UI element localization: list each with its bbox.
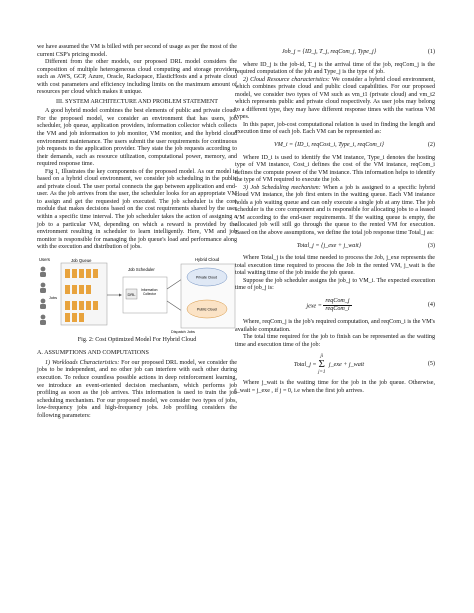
subsection-title: A. ASSUMPTIONS AND COMPUTATIONS: [37, 350, 149, 357]
user-icon: [41, 314, 46, 319]
sigma-symbol: Σ: [318, 358, 325, 371]
paragraph: Where ID_i is used to identify the VM instance, Type_i denotes the hosting type of VM instance, Cost_i defines the cost of the VM instance, reqCom_i defines the compute power of the VM instance. This information helps to identify the type of VM required to execute the job.: [235, 154, 435, 184]
user-icon: [41, 282, 46, 287]
private-cloud-label: Private Cloud: [196, 275, 218, 280]
arrow-head: [119, 293, 122, 296]
equation-rhs: j_exe + j_wait: [328, 362, 365, 369]
information-collector-label: Information Collector: [141, 287, 158, 296]
paragraph: In this paper, job-cost computational relation is used in finding the length and execution time of each job. Each VM can be represented as:: [235, 121, 435, 136]
paragraph: we have assumed the VM is billed with per second of usage as per the most of the current CSP's pricing model.: [37, 44, 237, 58]
sum-upper: ji: [320, 354, 324, 360]
equation-4: [235, 298, 435, 314]
paragraph: Suppose the job scheduler assigns the job_j to VM_i. The expected execution time of job_j is:: [235, 277, 435, 292]
numerator: reqCom_j: [323, 298, 351, 307]
equation-1: [235, 49, 435, 57]
equation-number: (2): [427, 142, 435, 149]
arrow: [167, 279, 182, 289]
user-icons: [40, 266, 46, 324]
left-column: [37, 44, 237, 420]
dispatch-jobs-label: Dispatch Jobs: [171, 329, 195, 334]
equation-lhs: Total_j =: [293, 362, 317, 369]
fraction: [323, 298, 351, 314]
job-queue-label: Job Queue: [71, 257, 92, 263]
user-icon: [40, 272, 46, 277]
arrow: [167, 301, 182, 311]
equation-body: Total_j = {j_exe + j_wait}: [296, 242, 362, 249]
equation-body: Job_j = {ID_j, T_j, reqCom_j, Type_j}: [281, 49, 377, 55]
equation-number: (5): [427, 360, 435, 367]
paragraph-body: We consider a hybrid cloud environment, which combines private cloud and public cloud capabilities. For our proposed model, we consider two types of VM such as vm_t1 (private cloud) and vm_t2 which represents public and private cloud respectively. As user jobs may belong to a different type, they may have different response times with the various VM types.: [235, 76, 435, 121]
right-column: [235, 44, 435, 395]
paragraph-heading: 2) Cloud Resource characteristics:: [243, 76, 330, 83]
drl-label: DRL: [127, 291, 136, 297]
figure-caption: Fig. 2: Cost Optimized Model For Hybrid Cloud: [77, 336, 197, 343]
paragraph: Fig 1, Illustrates the key components of the proposed model. As our model is based on a hybrid cloud environment, we consider job scheduling in the public and private cloud. The user portal connects the gap between application and end-user. As the job arrives from the user, the scheduler looks for an appropriate VM to assign and get the requested job executed. The job scheduler is the core module that makes decisions based on the cost requirements shared by the user within a specific time interval. The job scheduler takes the action of assigning a job to a particular VM, depending on which a reward is provided by the environment resulting in scheduler to learn intelligently. Here, VM and job monitor is responsible for managing the job queue's load and performance along with the execution and distribution of jobs.: [37, 168, 237, 251]
job-scheduler-label: Job Scheduler: [128, 266, 155, 272]
hybrid-cloud-label: Hybrid Cloud: [195, 256, 220, 262]
sum-lower: j=1: [318, 370, 326, 376]
equation-number: (3): [427, 242, 435, 249]
paragraph: Where, reqCom_j is the job's required computation, and reqCom_i is the VM's available computation.: [235, 318, 435, 333]
architecture-figure: [37, 255, 237, 335]
equation-body: [235, 354, 423, 375]
paragraph-heading: 1) Workloads Characteristics:: [45, 359, 120, 366]
paragraph: Where j_wait is the waiting time for the job in the job queue. Otherwise, j_wait = j_exe , if j = 0, i.e when the first job arrives.: [235, 380, 435, 394]
paragraph: Different from the other models, our proposed DRL model considers the composition of multiple heterogeneous cloud computing and storage providers such as AWS, GCP, Azure, Oracle, Rackspace, ElasticHosts and a private cloud with cost parameters and efficiency including limits on the maximum amount of resources per cloud which makes it unique.: [37, 59, 237, 96]
user-icon: [41, 298, 46, 303]
user-icon: [41, 266, 46, 271]
denominator: reqCom_i: [325, 306, 350, 313]
architecture-diagram: [37, 255, 237, 335]
summation: [318, 354, 325, 375]
user-icon: [40, 304, 46, 309]
equation-body: VM_i = {ID_i, reqCost_i, Type_i, reqCom_i}: [274, 142, 384, 149]
equation-number: (1): [427, 49, 435, 55]
section-title: III. SYSTEM ARCHITECTURE AND PROBLEM STATEMENT: [55, 98, 218, 105]
equation-2: [235, 142, 435, 150]
equation-number: (4): [427, 302, 435, 309]
paragraph: Where Total_j is the total time needed to process the Job, j_exe represents the total execution time required to process the Job in the rented VM, j_wait is the total waiting time of the job inside the job queue.: [235, 255, 435, 277]
paragraph: [235, 77, 435, 122]
user-icon: [40, 320, 46, 325]
paragraph: [235, 185, 435, 238]
paragraph: A good hybrid model combines the best elements of public and private cloud. For the proposed model, we consider an environment that has users, job scheduler, job queue, application providers, information collector which collects the VM and job information to job monitor, VM monitor, and the hybrid cloud environment maintenance. The users submit the user requirements for continuous job requests to the application provider. They state the job requests according to their demands, such as resource utilization, computational power, memory, and required response time.: [37, 108, 237, 168]
paragraph-heading: 3) Job Scheduling mechanism:: [243, 184, 321, 191]
paragraph-body: For our proposed DRL model, we consider the jobs to be independent, and no other job can interfere with each other during execution. To reduce countless possible actions in deep reinforcement learning, we introduce an event-oriented decision mechanism, which performs job profiling as soon as the job arrives. This information is used to train the job scheduling mechanism. For our proposed model, we consider two types of jobs, low-frequency jobs and high-frequency jobs. Job profiling considers the following parameters:: [37, 359, 238, 419]
public-cloud-label: Public Cloud: [197, 307, 217, 312]
users-label: Users: [39, 256, 50, 262]
equation-3: [235, 243, 435, 251]
paragraph: [37, 360, 237, 420]
jobs-label: Jobs: [49, 295, 58, 300]
equation-lhs: jexe =: [306, 303, 322, 310]
user-icon: [40, 288, 46, 293]
equation-body: [235, 298, 423, 314]
equation-5: [235, 354, 435, 375]
paragraph: The total time required for the job to finish can be represented as the waiting time and execution time of the job:: [235, 334, 435, 348]
paragraph-body: When a job is assigned to a specific hybrid cloud VM instance, the job first enters in the waiting queue. Each VM instance holds a job waiting queue and can only execute a single job at any time. The job scheduler is the core component and is responsible for allocating jobs to a leased VM according to the end-user requirements. If the waiting queue is empty, the allocated job will still go through the queue to the rented VM for execution. Based on the above assumptions, we define the total job response time Total_j as:: [235, 184, 436, 237]
paragraph: where ID_j is the job-id, T_j is the arrival time of the job, reqCom_j is the required computation of the job and Type_j is the type of job.: [235, 61, 435, 76]
